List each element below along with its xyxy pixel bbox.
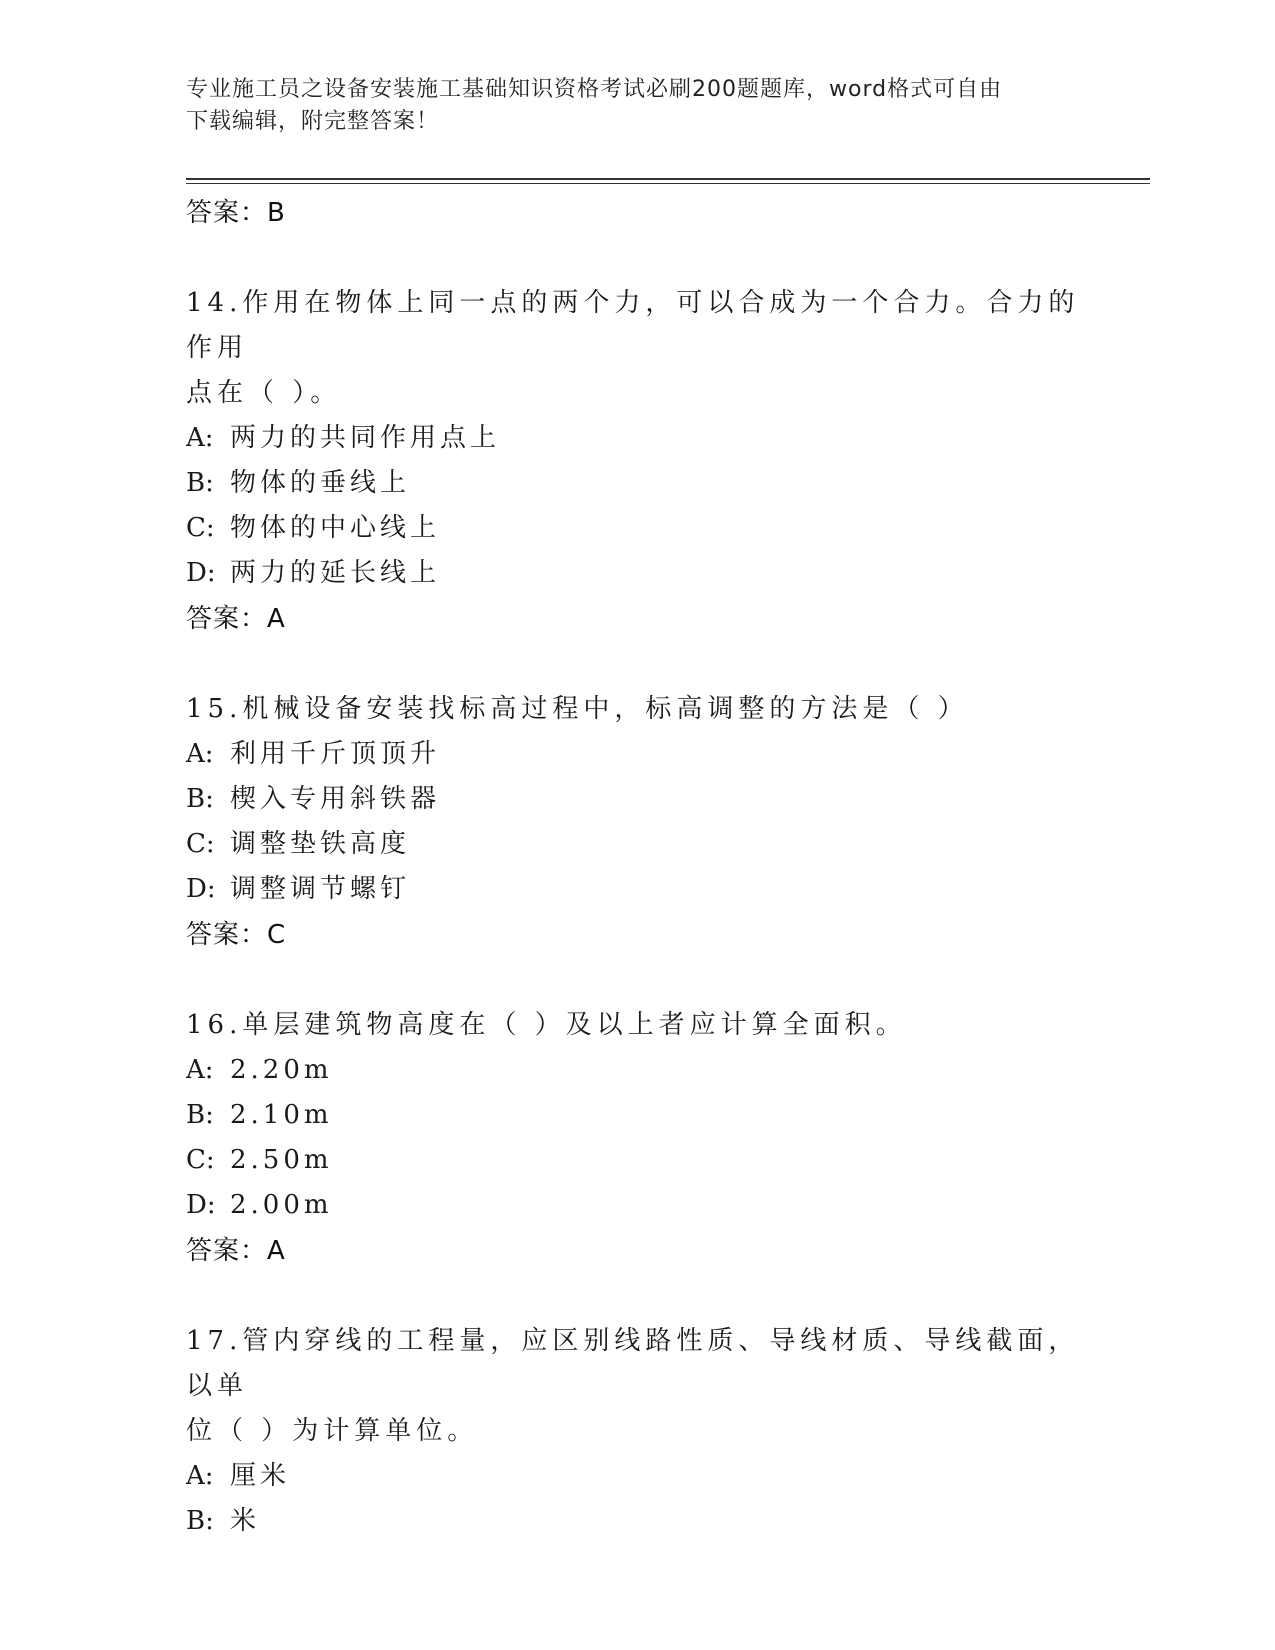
option-a [186,732,1086,777]
question-text [186,1003,1086,1048]
header-divider-thick [186,178,1150,180]
option-a [186,1048,1086,1093]
option-text: 2.10m [230,1100,333,1130]
spacer [186,642,1086,687]
option-text: 利用千斤顶顶升 [230,739,441,769]
option-c [186,506,1086,551]
question-number: 14. [186,288,243,318]
option-letter: C: [186,1145,215,1175]
answer-label: 答案：C [186,920,287,950]
question-15 [186,687,1086,958]
option-letter: C: [186,513,215,543]
question-17 [186,1319,1086,1544]
option-b [186,1499,1086,1544]
question-text-line-1: 单层建筑物高度在（ ）及以上者应计算全面积。 [242,1010,907,1040]
answer-label: 答案：A [186,1236,286,1266]
question-text [186,281,1086,371]
option-letter: D: [186,1190,216,1220]
question-text [186,1319,1086,1409]
option-text: 两力的延长线上 [230,558,441,588]
option-letter: B: [186,468,214,498]
header-line-1: 专业施工员之设备安装施工基础知识资格考试必刷200题题库，word格式可自由 [186,77,1003,102]
option-b [186,777,1086,822]
option-b [186,461,1086,506]
option-letter: D: [186,558,216,588]
option-letter: B: [186,1506,214,1536]
option-text: 两力的共同作用点上 [230,423,501,453]
option-text: 米 [230,1506,261,1536]
spacer [186,236,1086,281]
option-a [186,416,1086,461]
option-c [186,1138,1086,1183]
option-letter: C: [186,829,215,859]
option-a [186,1454,1086,1499]
option-text: 2.00m [230,1190,333,1220]
option-letter: A: [186,1461,214,1491]
option-text: 调整垫铁高度 [230,829,411,859]
option-letter: B: [186,784,214,814]
spacer [186,958,1086,1003]
question-text [186,687,1086,732]
question-14 [186,281,1086,642]
option-text: 物体的中心线上 [230,513,441,543]
header-divider-thin [186,183,1150,184]
option-text: 厘米 [230,1461,291,1491]
option-c [186,822,1086,867]
option-letter: B: [186,1100,214,1130]
question-text-line-1: 作用在物体上同一点的两个力，可以合成为一个合力。合力的作用 [186,288,1080,363]
option-text: 2.20m [230,1055,333,1085]
option-text: 2.50m [230,1145,333,1175]
question-text-line-2: 位（ ）为计算单位。 [186,1416,479,1446]
option-letter: A: [186,739,214,769]
question-16 [186,1003,1086,1274]
option-text: 物体的垂线上 [230,468,411,498]
option-d [186,1183,1086,1228]
option-text: 调整调节螺钉 [230,874,411,904]
option-d [186,867,1086,912]
question-number: 15. [186,694,243,724]
question-number: 17. [186,1326,243,1356]
question-text-line-2: 点在（ ）。 [186,378,342,408]
question-text-line-1: 管内穿线的工程量，应区别线路性质、导线材质、导线截面，以单 [186,1326,1080,1401]
option-d [186,551,1086,596]
document-header [186,74,1086,138]
option-letter: D: [186,874,216,904]
option-text: 楔入专用斜铁器 [230,784,441,814]
option-letter: A: [186,423,214,453]
answer-label: 答案：B [186,198,286,228]
question-text-line-1: 机械设备安装找标高过程中，标高调整的方法是（ ） [242,694,969,724]
option-letter: A: [186,1055,214,1085]
spacer [186,1274,1086,1319]
question-number: 16. [186,1010,243,1040]
option-b [186,1093,1086,1138]
question-list [186,190,1086,1544]
answer-label: 答案：A [186,604,286,634]
header-line-2: 下载编辑，附完整答案！ [186,109,440,134]
